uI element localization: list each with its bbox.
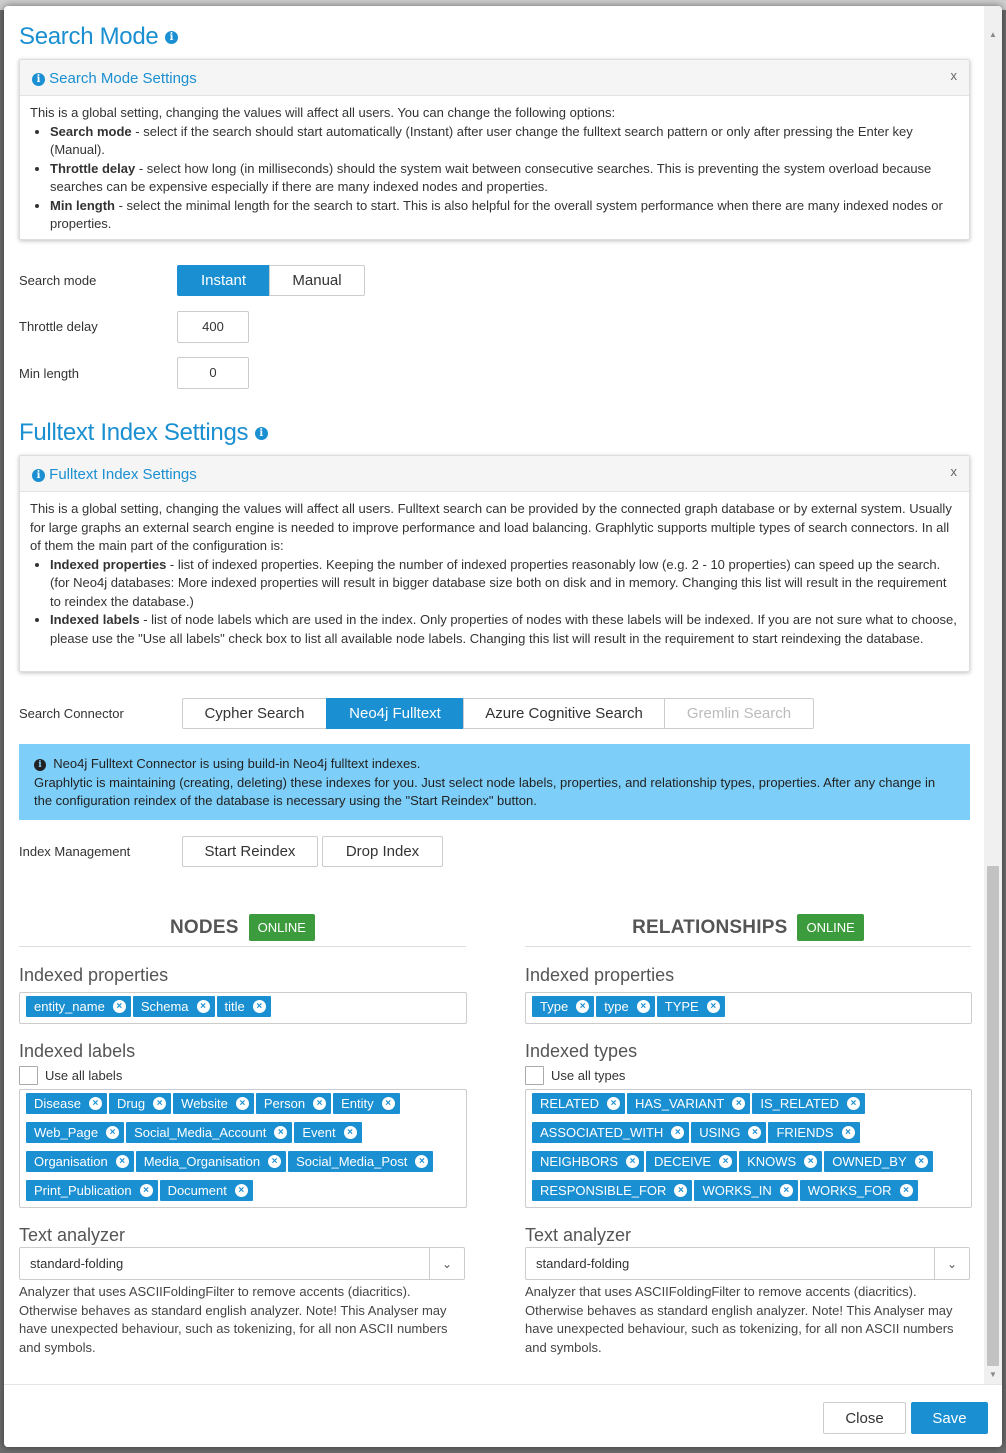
tag-label: ASSOCIATED_WITH	[540, 1125, 664, 1140]
info-icon: i	[34, 759, 46, 771]
list-item	[50, 160, 959, 197]
search-mode-help-panel	[19, 59, 970, 240]
remove-tag-icon[interactable]: ×	[253, 1000, 266, 1013]
cypher-search-button[interactable]: Cypher Search	[182, 698, 327, 729]
term-desc: - list of indexed properties. Keeping the number of indexed properties reasonably low (e.g. 2 - 10 properties) can speed up the search. (for Neo4j databases: More indexed properties will result in bigger database size both on disk and in memory. Changing this list will result in the requirement to reindex the database.)	[50, 556, 947, 609]
tag-label: IS_RELATED	[760, 1096, 839, 1111]
remove-tag-icon[interactable]: ×	[382, 1097, 395, 1110]
remove-tag-icon[interactable]: ×	[313, 1097, 326, 1110]
search-mode-toggle	[177, 265, 365, 296]
tag-label: entity_name	[34, 999, 105, 1014]
tag	[133, 996, 215, 1017]
nodes-indexed-properties-label: Indexed properties	[19, 965, 169, 985]
tag	[532, 996, 594, 1017]
panel-title: Search Mode Settings	[49, 70, 197, 87]
rel-analyzer-select[interactable]	[525, 1247, 970, 1280]
tag	[532, 1151, 644, 1172]
fulltext-title-text: Fulltext Index Settings	[19, 419, 249, 446]
azure-search-button[interactable]: Azure Cognitive Search	[463, 698, 665, 729]
nodes-analyzer-select[interactable]	[19, 1247, 465, 1280]
drop-index-button[interactable]: Drop Index	[322, 836, 443, 867]
search-connector-label: Search Connector	[19, 706, 124, 721]
relationships-header	[525, 909, 971, 947]
status-badge: ONLINE	[797, 914, 863, 941]
term-desc: - select the minimal length for the search to start. This is also helpful for the overall system performance when there are many indexed nodes or properties.	[50, 197, 943, 231]
close-button[interactable]: Close	[823, 1402, 906, 1434]
tag-label: Website	[181, 1096, 228, 1111]
term-desc: - list of node labels which are used in the index. Only properties of nodes with these labels will be indexed. If you are not sure what to choose, please use the "Use all labels" check box to list all available node labels. Changing this list will result in the requirement to start reindexing the database.	[50, 612, 957, 646]
tag	[800, 1180, 918, 1201]
tag	[333, 1093, 400, 1114]
chevron-down-icon[interactable]: ⌄	[934, 1248, 969, 1279]
search-mode-label: Search mode	[19, 273, 97, 288]
save-button[interactable]: Save	[911, 1402, 988, 1434]
tag-label: Social_Media_Account	[134, 1125, 267, 1140]
remove-tag-icon[interactable]: ×	[607, 1097, 620, 1110]
checkbox-label: Use all labels	[45, 1068, 123, 1083]
tag-label: Print_Publication	[34, 1183, 132, 1198]
tag-label: FRIENDS	[776, 1125, 834, 1140]
tag-label: HAS_VARIANT	[635, 1096, 725, 1111]
panel-intro: This is a global setting, changing the values will affect all users. Fulltext search can be provided by the connected graph database or by external system. Usually for large graphs an external search engine is needed to improve performance and load balancing. Graphlytic supports multiple types of search connectors. In all of them the main part of the configuration is:	[30, 501, 952, 553]
panel-body	[20, 96, 969, 234]
alert-line-1	[34, 755, 955, 774]
throttle-delay-input[interactable]: 400	[177, 311, 249, 343]
tag	[694, 1180, 797, 1201]
panel-intro: This is a global setting, changing the values will affect all users. You can change the following options:	[30, 105, 616, 120]
tag-row	[532, 1151, 971, 1180]
search-mode-title-text: Search Mode	[19, 23, 159, 50]
manual-button[interactable]: Manual	[269, 265, 365, 296]
tag-label: Organisation	[34, 1154, 108, 1169]
min-length-label: Min length	[19, 366, 79, 381]
term: Throttle delay	[50, 160, 136, 176]
remove-tag-icon[interactable]: ×	[719, 1155, 732, 1168]
modal-body	[4, 6, 984, 1384]
rel-types-select[interactable]	[525, 1089, 972, 1208]
remove-tag-icon[interactable]: ×	[116, 1155, 129, 1168]
term: Indexed labels	[50, 612, 140, 627]
panel-list	[30, 556, 959, 649]
list-item	[50, 611, 959, 648]
alert-text-2: Graphlytic is maintaining (creating, deleting) these indexes for you. Just select node labels, properties, and relationship types, properties. After any change in the configuration reindex of the database is necessary using the "Start Reindex" button.	[34, 774, 936, 808]
tag-label: OWNED_BY	[832, 1154, 907, 1169]
list-item	[50, 123, 959, 160]
rel-text-analyzer-label: Text analyzer	[525, 1225, 632, 1245]
remove-tag-icon[interactable]: ×	[197, 1000, 210, 1013]
tag-label: Schema	[140, 999, 189, 1014]
tag	[752, 1093, 865, 1114]
tag	[160, 1180, 253, 1201]
tag	[173, 1093, 254, 1114]
tag-label: WORKS_IN	[702, 1183, 772, 1198]
tag-label: USING	[699, 1125, 741, 1140]
remove-tag-icon[interactable]: ×	[804, 1155, 817, 1168]
checkbox-label: Use all types	[551, 1068, 626, 1083]
select-value: standard-folding	[30, 1256, 124, 1271]
alert-text-1: Neo4j Fulltext Connector is using build-in Neo4j fulltext indexes.	[53, 756, 421, 771]
min-length-input[interactable]: 0	[177, 357, 249, 389]
panel-header	[20, 456, 969, 492]
remove-tag-icon[interactable]: ×	[236, 1097, 249, 1110]
tag-label: Media_Organisation	[143, 1154, 261, 1169]
tag-label: RELATED	[540, 1096, 599, 1111]
term: Min length	[50, 197, 115, 213]
index-management-label: Index Management	[19, 844, 131, 859]
use-all-labels-checkbox[interactable]	[19, 1066, 122, 1085]
remove-tag-icon[interactable]: ×	[780, 1184, 793, 1197]
scroll-down-icon[interactable]: ▼	[989, 1370, 997, 1379]
tag	[657, 996, 725, 1017]
remove-tag-icon[interactable]: ×	[637, 1000, 650, 1013]
tag-label: Document	[167, 1183, 227, 1198]
close-icon[interactable]: x	[950, 464, 957, 479]
panel-title: Fulltext Index Settings	[49, 466, 197, 483]
tag-label: WORKS_FOR	[807, 1183, 892, 1198]
term: Indexed properties	[50, 556, 167, 572]
rel-properties-select[interactable]	[525, 992, 972, 1024]
tag-label: title	[224, 999, 245, 1014]
tag	[26, 1151, 134, 1172]
status-badge: ONLINE	[249, 914, 315, 941]
tag	[26, 996, 131, 1017]
remove-tag-icon[interactable]: ×	[274, 1126, 287, 1139]
tag-row	[26, 1151, 466, 1180]
rel-indexed-properties-label: Indexed properties	[525, 965, 675, 985]
tag	[136, 1151, 286, 1172]
tag-label: Entity	[341, 1096, 374, 1111]
tag	[532, 1093, 625, 1114]
remove-tag-icon[interactable]: ×	[626, 1155, 639, 1168]
tag-label: Person	[263, 1096, 306, 1111]
tag-label: TYPE	[664, 999, 699, 1014]
rel-indexed-types-label: Indexed types	[525, 1041, 638, 1061]
remove-tag-icon[interactable]: ×	[847, 1097, 860, 1110]
nodes-analyzer-description: Analyzer that uses ASCIIFoldingFilter to remove accents (diacritics). Otherwise behaves as standard english analyzer. Note! This Analyser may have unexpected behaviour, such as tokenizing, for all non ASCII numbers and symbols.	[19, 1284, 448, 1355]
info-icon: i	[32, 73, 45, 86]
throttle-delay-label: Throttle delay	[19, 319, 98, 334]
relationships-title: RELATIONSHIPS	[632, 916, 788, 938]
tag	[256, 1093, 331, 1114]
search-connector-toggle	[182, 698, 814, 729]
tag-label: NEIGHBORS	[540, 1154, 619, 1169]
remove-tag-icon[interactable]: ×	[732, 1097, 745, 1110]
tag-label: DECEIVE	[654, 1154, 712, 1169]
tag-label: Event	[302, 1125, 336, 1140]
info-icon[interactable]: i	[255, 427, 268, 440]
nodes-indexed-labels-label: Indexed labels	[19, 1041, 136, 1061]
nodes-title: NODES	[170, 916, 239, 938]
tag	[824, 1151, 932, 1172]
panel-header	[20, 60, 969, 96]
start-reindex-button[interactable]: Start Reindex	[182, 836, 318, 867]
tag	[288, 1151, 433, 1172]
chevron-down-icon[interactable]: ⌄	[429, 1248, 464, 1279]
panel-body	[20, 492, 969, 648]
tag	[691, 1122, 766, 1143]
tag	[627, 1093, 750, 1114]
remove-tag-icon[interactable]: ×	[415, 1155, 428, 1168]
remove-tag-icon[interactable]: ×	[707, 1000, 720, 1013]
modal-footer	[4, 1384, 1002, 1447]
remove-tag-icon[interactable]: ×	[576, 1000, 589, 1013]
use-all-types-checkbox[interactable]	[525, 1066, 625, 1085]
remove-tag-icon[interactable]: ×	[140, 1184, 153, 1197]
remove-tag-icon[interactable]: ×	[900, 1184, 913, 1197]
remove-tag-icon[interactable]: ×	[915, 1155, 928, 1168]
tag	[294, 1122, 361, 1143]
scrollbar-thumb[interactable]	[987, 866, 999, 1366]
tag	[739, 1151, 822, 1172]
term-desc: - select if the search should start automatically (Instant) after user change the fulltext search pattern or only after pressing the Enter key (Manual).	[50, 123, 913, 157]
connector-info-alert	[19, 744, 970, 820]
tag	[26, 1180, 158, 1201]
remove-tag-icon[interactable]: ×	[89, 1097, 102, 1110]
fulltext-title	[19, 419, 268, 447]
nodes-properties-select[interactable]	[19, 992, 467, 1024]
index-management-buttons	[182, 836, 443, 867]
tag-label: KNOWS	[747, 1154, 797, 1169]
tag	[126, 1122, 292, 1143]
checkbox[interactable]	[525, 1066, 544, 1085]
remove-tag-icon[interactable]: ×	[268, 1155, 281, 1168]
tag-label: Social_Media_Post	[296, 1154, 408, 1169]
tag	[532, 1180, 692, 1201]
settings-modal	[4, 6, 1002, 1447]
remove-tag-icon[interactable]: ×	[106, 1126, 119, 1139]
gremlin-search-button: Gremlin Search	[664, 698, 814, 729]
tag	[109, 1093, 171, 1114]
tag-row	[532, 1180, 971, 1209]
tag-row	[532, 1093, 971, 1122]
tag-label: Type	[540, 999, 569, 1014]
remove-tag-icon[interactable]: ×	[235, 1184, 248, 1197]
close-icon[interactable]: x	[950, 68, 957, 83]
nodes-text-analyzer-label: Text analyzer	[19, 1225, 126, 1245]
vertical-scrollbar[interactable]	[984, 6, 1002, 1384]
tag-row	[26, 1122, 466, 1151]
tag-row	[26, 1093, 466, 1122]
tag	[532, 1122, 689, 1143]
tag-label: RESPONSIBLE_FOR	[540, 1183, 667, 1198]
tag-row	[26, 1180, 466, 1209]
nodes-labels-select[interactable]	[19, 1089, 467, 1208]
search-mode-title	[19, 23, 178, 51]
remove-tag-icon[interactable]: ×	[113, 1000, 126, 1013]
tag	[217, 996, 271, 1017]
checkbox[interactable]	[19, 1066, 38, 1085]
tag-label: type	[604, 999, 629, 1014]
tag-row	[532, 1122, 971, 1151]
rel-analyzer-description: Analyzer that uses ASCIIFoldingFilter to remove accents (diacritics). Otherwise behaves as standard english analyzer. Note! This Analyser may have unexpected behaviour, such as tokenizing, for all non ASCII numbers and symbols.	[525, 1284, 954, 1355]
info-icon: i	[32, 469, 45, 482]
tag	[26, 1093, 107, 1114]
remove-tag-icon[interactable]: ×	[671, 1126, 684, 1139]
nodes-header	[19, 909, 466, 947]
remove-tag-icon[interactable]: ×	[674, 1184, 687, 1197]
term: Search mode	[50, 123, 132, 139]
remove-tag-icon[interactable]: ×	[153, 1097, 166, 1110]
instant-button[interactable]: Instant	[177, 265, 270, 296]
tag	[768, 1122, 859, 1143]
tag-label: Web_Page	[34, 1125, 99, 1140]
tag	[26, 1122, 124, 1143]
fulltext-help-panel	[19, 455, 970, 672]
tag	[646, 1151, 737, 1172]
list-item	[50, 556, 959, 612]
term-desc: - select how long (in milliseconds) should the system wait between consecutive searches. This is preventing the system overload because searches can be expensive especially if there are many indexed nodes and properties.	[50, 160, 932, 194]
tag-label: Disease	[34, 1096, 81, 1111]
remove-tag-icon[interactable]: ×	[344, 1126, 357, 1139]
neo4j-fulltext-button[interactable]: Neo4j Fulltext	[326, 698, 464, 729]
tag	[596, 996, 655, 1017]
tag-label: Drug	[116, 1096, 146, 1111]
info-icon[interactable]: i	[165, 31, 178, 44]
list-item	[50, 197, 959, 234]
remove-tag-icon[interactable]: ×	[842, 1126, 855, 1139]
remove-tag-icon[interactable]: ×	[748, 1126, 761, 1139]
select-value: standard-folding	[536, 1256, 630, 1271]
panel-list	[30, 123, 959, 234]
scroll-up-icon[interactable]: ▲	[989, 30, 997, 39]
